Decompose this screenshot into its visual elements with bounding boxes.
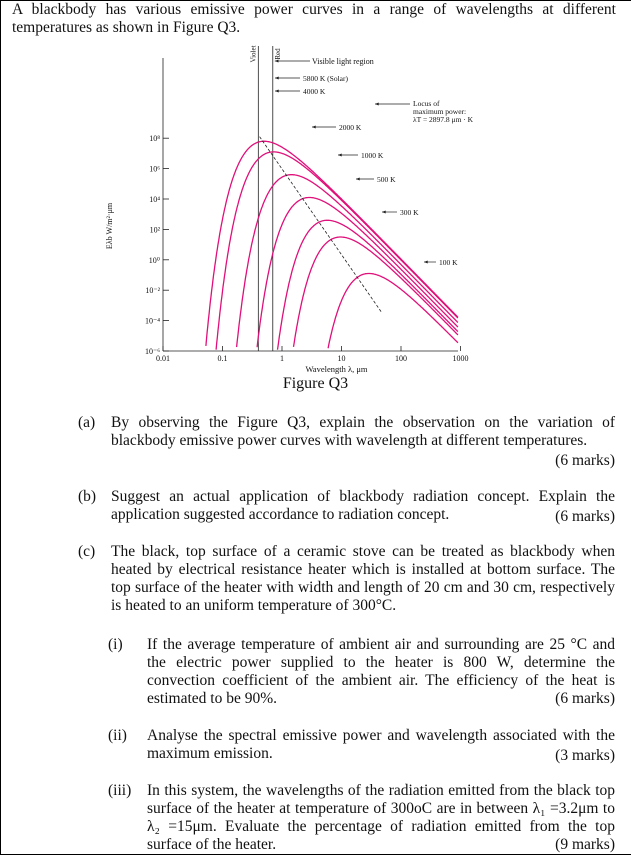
question-b-marks: (6 marks): [555, 508, 615, 525]
question-c-label: (c): [78, 543, 96, 560]
t100-label: 100 K: [439, 258, 458, 267]
question-c-i-label: (i): [108, 636, 123, 653]
question-b: [78, 488, 615, 528]
curve-1000k: [257, 198, 458, 348]
figure-q3: [90, 36, 550, 386]
question-a-marks: (6 marks): [555, 452, 615, 469]
t300-label: 300 K: [400, 208, 419, 217]
curve-500k: [278, 220, 458, 349]
question-c-i: [108, 636, 615, 712]
locus-label-3: λT = 2897.8 μm · K: [413, 115, 474, 124]
t4000-arrow-head: [275, 89, 279, 92]
question-c-text: The black, top surface of a ceramic stove can be treated as blackbody when heated by electrical resistance heater which is installed at bottom surface. The top surface of the heater with width and length of 20 cm and 30 cm, respectively is heated to an uniform temperature of 300°C.: [111, 543, 615, 614]
question-c-ii-label: (ii): [108, 727, 127, 744]
y-tick-label: 10⁻⁴: [144, 316, 160, 326]
x-tick-label: 1000: [452, 354, 469, 363]
question-c-iii-label: (iii): [108, 782, 132, 799]
y-tick-label: 10⁶: [149, 164, 160, 174]
question-c-ii-text: Analyse the spectral emissive power and wavelength associated with the maximum emission.: [147, 727, 615, 762]
t5800-label: 5800 K (Solar): [303, 74, 348, 83]
t500-label: 500 K: [377, 175, 396, 184]
locus-line: [260, 137, 382, 313]
t1000-arrow-head: [338, 153, 342, 156]
question-b-label: (b): [78, 488, 97, 505]
question-b-text: Suggest an actual application of blackbody radiation concept. Explain the application suggested accordance to radiation concept.: [111, 488, 615, 523]
y-tick-label: 10⁻⁶: [144, 347, 160, 356]
y-tick-label: 10⁻²: [145, 286, 160, 296]
t2000-label: 2000 K: [339, 123, 362, 132]
question-c-i-text: If the average temperature of ambient air and surrounding are 25 °C and the electric power supplied to the heater is 800 W, determine the convection coefficient of the ambient air. The efficiency of the heat is estimated to be 90%.: [147, 636, 615, 707]
question-a-text: By observing the Figure Q3, explain the observation on the variation of blackbody emissive power curves with wavelength at different temperatures.: [111, 414, 615, 449]
page-border-left: [0, 0, 1, 855]
x-tick-label: 10: [337, 354, 346, 363]
x-tick-label: 1: [280, 354, 284, 363]
t500-arrow-head: [356, 177, 360, 180]
intro-paragraph: A blackbody has various emissive power curves in a range of wavelengths at different temperatures as shown in Figure Q3.: [12, 1, 616, 36]
y-tick-label: 10⁰: [148, 255, 160, 265]
red-label: Red: [273, 48, 282, 60]
question-c-iii: [108, 782, 615, 854]
y-tick-label: 10⁸: [149, 134, 160, 144]
curve-4000k: [216, 152, 458, 350]
x-tick-label: 0.01: [156, 354, 170, 363]
x-tick-label: 0.1: [217, 354, 228, 363]
curve-5800k: [206, 141, 458, 346]
y-tick-label: 10²: [149, 225, 160, 235]
x-tick-label: 100: [395, 354, 407, 363]
figure-caption: Figure Q3: [282, 375, 349, 392]
t5800-arrow-head: [275, 76, 279, 79]
t4000-label: 4000 K: [303, 87, 326, 96]
blackbody-chart: [90, 36, 550, 386]
t100-arrow-head: [424, 260, 428, 263]
question-a-label: (a): [78, 414, 96, 431]
t2000-arrow-head: [312, 125, 316, 128]
question-c-ii-marks: (3 marks): [555, 747, 615, 764]
locus-arrow-head: [375, 102, 379, 105]
y-axis-label: Eλb W/m²·μm: [105, 202, 114, 250]
locus-label-1: Locus of: [413, 99, 440, 108]
question-c: [78, 543, 615, 619]
locus-label-2: maximum power:: [413, 107, 467, 116]
t300-arrow-head: [382, 210, 386, 213]
question-c-i-marks: (6 marks): [555, 690, 615, 707]
question-a: [78, 414, 615, 472]
question-c-ii: [108, 727, 615, 767]
violet-label: Violet: [249, 45, 258, 63]
visible-label: Visible light region: [312, 57, 374, 66]
y-tick-label: 10⁴: [149, 195, 160, 204]
question-c-iii-text: In this system, the wavelengths of the radiation emitted from the black top surface of the heater at temperature of 300oC are in between λ₁ =3.2μm to λ₂ =15μm. Evaluate the percentage of radiation emitted from the top surface of the heater.: [147, 782, 615, 853]
t1000-label: 1000 K: [361, 151, 384, 160]
curve-100k: [328, 274, 458, 349]
x-axis-label: Wavelength λ, μm: [305, 364, 368, 374]
question-c-iii-marks: (9 marks): [555, 836, 615, 853]
curve-2000k: [237, 175, 458, 347]
